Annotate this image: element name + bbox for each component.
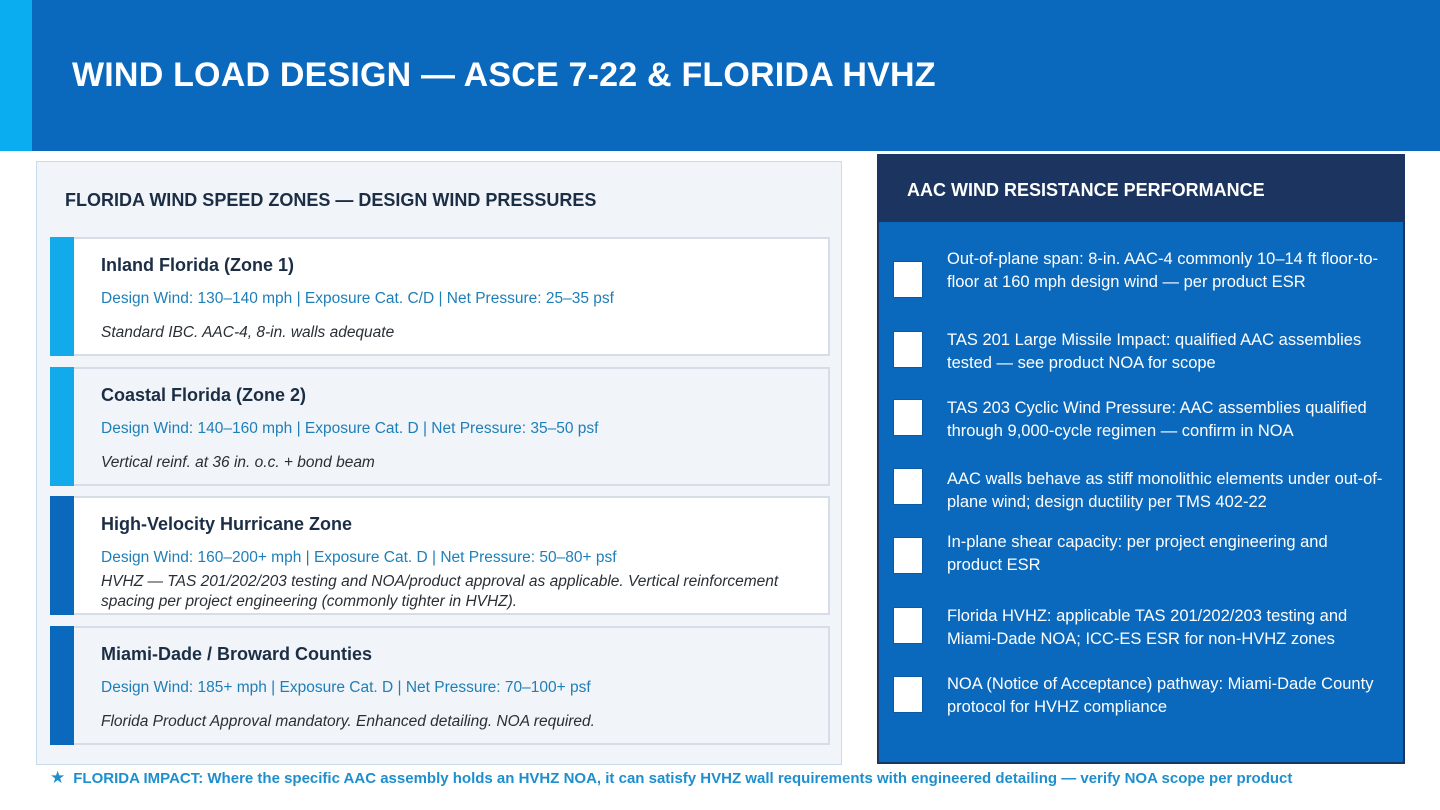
header-accent-stripe — [0, 0, 32, 151]
zone-details: Design Wind: 140–160 mph | Exposure Cat. D | Net Pressure: 35–50 psf — [101, 420, 599, 437]
zone-details: Design Wind: 130–140 mph | Exposure Cat. C/D | Net Pressure: 25–35 psf — [101, 290, 614, 307]
zone-card-inland — [50, 237, 830, 356]
zone-details: Design Wind: 185+ mph | Exposure Cat. D | Net Pressure: 70–100+ psf — [101, 679, 591, 696]
zone-color-bar — [50, 496, 74, 615]
performance-panel — [877, 154, 1405, 764]
page-title: WIND LOAD DESIGN — ASCE 7-22 & FLORIDA HVHZ — [72, 56, 936, 94]
zone-card-hvhz — [50, 496, 830, 615]
zone-note: HVHZ — TAS 201/202/203 testing and NOA/product approval as applicable. Vertical reinforcement spacing per project engineering (commonly tighter in HVHZ). — [101, 573, 779, 610]
performance-item-text: AAC walls behave as stiff monolithic elements under out-of-plane wind; design ductility per TMS 402-22 — [947, 470, 1383, 511]
zone-card-miami-dade — [50, 626, 830, 745]
wind-zones-panel — [36, 161, 842, 765]
header-band — [0, 0, 1440, 151]
checkbox-icon — [893, 261, 923, 298]
performance-item-text: NOA (Notice of Acceptance) pathway: Miami-Dade County protocol for HVHZ compliance — [947, 675, 1374, 716]
performance-item-text: Florida HVHZ: applicable TAS 201/202/203 testing and Miami-Dade NOA; ICC-ES ESR for non-HVHZ zones — [947, 607, 1348, 648]
zone-name: Miami-Dade / Broward Counties — [101, 644, 373, 664]
zone-note: Standard IBC. AAC-4, 8-in. walls adequate — [101, 324, 395, 341]
zone-note: Florida Product Approval mandatory. Enhanced detailing. NOA required. — [101, 713, 595, 730]
footer-impact-text: FLORIDA IMPACT: Where the specific AAC assembly holds an HVHZ NOA, it can satisfy HVHZ wall requirements with engineered detailing — verify NOA scope per product — [73, 770, 1293, 787]
performance-panel-header — [879, 156, 1403, 222]
performance-item-text: Out-of-plane span: 8-in. AAC-4 commonly 10–14 ft floor-to-floor at 160 mph design wind — per product ESR — [947, 250, 1379, 291]
performance-item-text: TAS 203 Cyclic Wind Pressure: AAC assemblies qualified through 9,000-cycle regimen — confirm in NOA — [947, 399, 1367, 440]
checkbox-icon — [893, 607, 923, 644]
zone-name: Inland Florida (Zone 1) — [101, 255, 294, 275]
zone-note: Vertical reinf. at 36 in. o.c. + bond beam — [101, 454, 375, 471]
zone-name: High-Velocity Hurricane Zone — [101, 514, 353, 534]
zone-name: Coastal Florida (Zone 2) — [101, 385, 307, 405]
footer-impact-note — [50, 768, 1292, 788]
checkbox-icon — [893, 399, 923, 436]
checkbox-icon — [893, 537, 923, 574]
performance-item-text: In-plane shear capacity: per project engineering and product ESR — [947, 533, 1328, 574]
wind-zones-panel-title: FLORIDA WIND SPEED ZONES — DESIGN WIND PRESSURES — [65, 190, 597, 210]
performance-item-text: TAS 201 Large Missile Impact: qualified AAC assemblies tested — see product NOA for scope — [947, 331, 1362, 372]
zone-card-coastal — [50, 367, 830, 486]
zone-color-bar — [50, 626, 74, 745]
zone-details: Design Wind: 160–200+ mph | Exposure Cat. D | Net Pressure: 50–80+ psf — [101, 549, 617, 566]
checkbox-icon — [893, 331, 923, 368]
zone-color-bar — [50, 367, 74, 486]
checkbox-icon — [893, 468, 923, 505]
checkbox-icon — [893, 676, 923, 713]
zone-color-bar — [50, 237, 74, 356]
star-icon: ★ — [50, 768, 66, 787]
performance-panel-title: AAC WIND RESISTANCE PERFORMANCE — [907, 180, 1265, 200]
